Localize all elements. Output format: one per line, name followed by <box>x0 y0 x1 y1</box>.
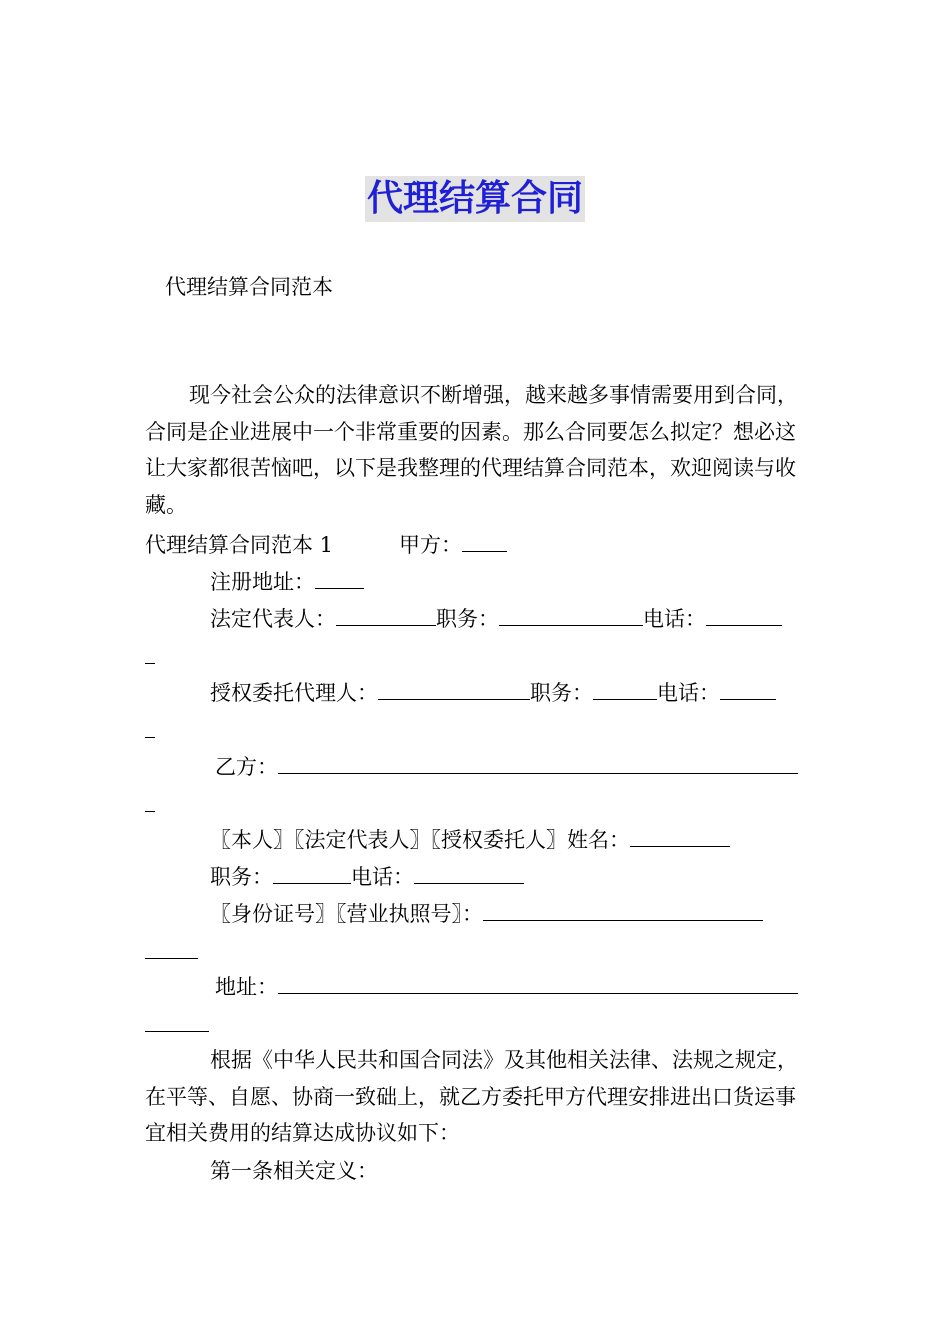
party-b-name-line <box>210 824 730 855</box>
party-b-name-label: 〖本人〗〖法定代表人〗〖授权委托人〗姓名： <box>210 828 630 852</box>
party-b-id-line <box>210 898 763 929</box>
party-a-agent-line <box>210 677 776 708</box>
party-a-agent-phone-label: 电话： <box>657 681 720 705</box>
party-b-cont <box>145 789 155 820</box>
party-b-address-line <box>215 971 798 1002</box>
party-b-title-line <box>210 861 524 892</box>
party-a-label: 甲方： <box>399 533 463 557</box>
party-a-rep-line <box>210 603 782 634</box>
party-a-rep-title-label: 职务： <box>436 607 499 631</box>
party-a-agent-label: 授权委托代理人： <box>210 681 378 705</box>
party-a-blank <box>462 529 507 552</box>
title-container <box>0 176 950 222</box>
party-b-id-label: 〖身份证号〗〖营业执照号〗： <box>210 902 483 926</box>
party-a-agent-title-label: 职务： <box>530 681 593 705</box>
party-a-address-label: 注册地址： <box>210 570 315 594</box>
intro-paragraph: 现今社会公众的法律意识不断增强，越来越多事情需要用到合同，合同是企业进展中一个非常重要的因素。那么合同要怎么拟定？想必这让大家都很苦恼吧，以下是我整理的代理结算合同范本，欢迎阅读与收藏。 <box>145 383 798 517</box>
party-a-rep-title-blank <box>499 603 643 626</box>
party-a-agent-phone-cont <box>145 715 155 746</box>
party-b-line <box>215 751 798 782</box>
party-a-address-blank <box>315 566 364 589</box>
party-a-rep-phone-label: 电话： <box>643 607 706 631</box>
party-b-phone-blank <box>414 861 524 884</box>
party-b-address-blank <box>278 971 798 994</box>
basis-paragraph: 根据《中华人民共和国合同法》及其他相关法律、法规之规定，在平等、自愿、协商一致础上，就乙方委托甲方代理安排进出口货运事宜相关费用的结算达成协议如下： <box>145 1048 798 1145</box>
party-b-title-blank <box>273 861 351 884</box>
party-a-rep-phone-blank-cont <box>145 641 155 664</box>
party-b-address-label: 地址： <box>215 975 278 999</box>
party-b-phone-label: 电话： <box>351 865 414 889</box>
party-a-address-line <box>210 566 364 597</box>
party-b-id-blank <box>483 898 763 921</box>
party-a-agent-phone-blank-cont <box>145 715 155 738</box>
party-b-title-label: 职务： <box>210 865 273 889</box>
party-a-agent-title-blank <box>593 677 657 700</box>
article-1-heading: 第一条相关定义： <box>210 1159 378 1183</box>
party-a-rep-phone-blank <box>706 603 782 626</box>
party-b-blank <box>278 751 798 774</box>
party-a-agent-phone-blank <box>720 677 776 700</box>
party-a-agent-blank <box>378 677 530 700</box>
party-b-name-blank <box>630 824 730 847</box>
sample-heading-line <box>145 529 507 560</box>
document-subtitle: 代理结算合同范本 <box>165 275 333 299</box>
party-a-rep-label: 法定代表人： <box>210 607 336 631</box>
document-title: 代理结算合同 <box>365 176 585 222</box>
party-b-id-blank-cont <box>145 936 198 959</box>
party-a-rep-blank <box>336 603 436 626</box>
party-b-address-blank-cont <box>145 1009 209 1032</box>
sample-heading: 代理结算合同范本 1 <box>145 533 334 557</box>
party-b-label: 乙方： <box>215 755 278 779</box>
party-b-blank-cont <box>145 789 155 812</box>
party-a-rep-phone-cont <box>145 641 155 672</box>
party-b-id-cont <box>145 936 198 967</box>
party-b-address-cont <box>145 1009 209 1040</box>
